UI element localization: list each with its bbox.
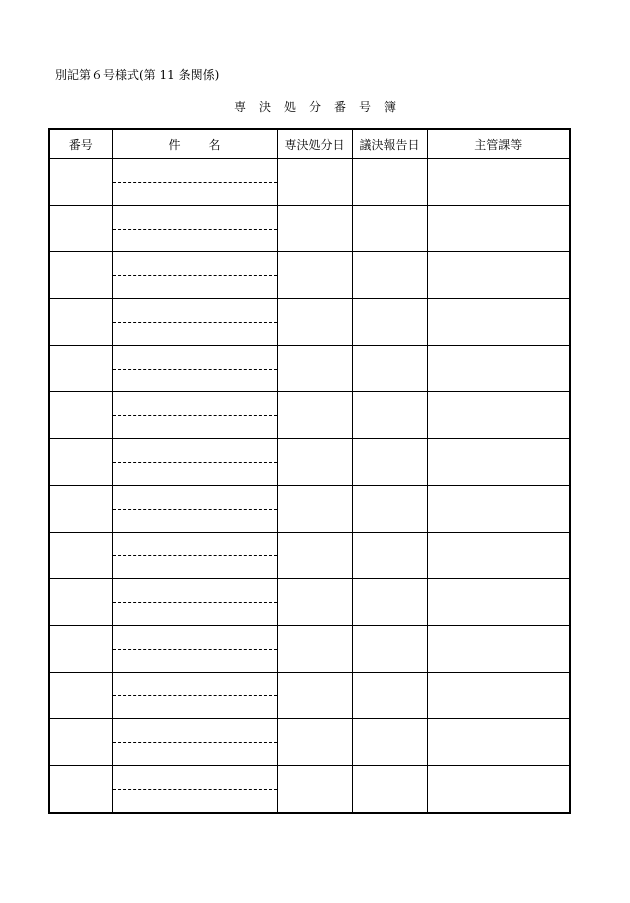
name-cell[interactable] — [112, 252, 277, 299]
name-cell[interactable] — [112, 672, 277, 719]
report-date-cell[interactable] — [352, 299, 427, 346]
department-cell[interactable] — [427, 625, 570, 672]
department-cell[interactable] — [427, 532, 570, 579]
header-department: 主管課等 — [427, 129, 570, 159]
number-cell[interactable] — [49, 345, 112, 392]
department-cell[interactable] — [427, 252, 570, 299]
name-cell-divider — [113, 275, 277, 276]
report-date-cell[interactable] — [352, 532, 427, 579]
table-row — [49, 765, 570, 812]
table-row — [49, 205, 570, 252]
table-row — [49, 625, 570, 672]
name-cell[interactable] — [112, 579, 277, 626]
table-row — [49, 299, 570, 346]
table-row — [49, 439, 570, 486]
disposal-date-cell[interactable] — [277, 532, 352, 579]
number-cell[interactable] — [49, 719, 112, 766]
name-cell[interactable] — [112, 532, 277, 579]
number-cell[interactable] — [49, 765, 112, 812]
name-cell-divider — [113, 462, 277, 463]
disposal-date-cell[interactable] — [277, 579, 352, 626]
register-body — [49, 159, 570, 813]
disposal-date-cell[interactable] — [277, 205, 352, 252]
report-date-cell[interactable] — [352, 579, 427, 626]
header-name-label: 件名 — [168, 137, 249, 152]
number-cell[interactable] — [49, 672, 112, 719]
header-report-date: 議決報告日 — [352, 129, 427, 159]
name-cell-divider — [113, 649, 277, 650]
department-cell[interactable] — [427, 485, 570, 532]
department-cell[interactable] — [427, 159, 570, 206]
header-row — [49, 129, 570, 159]
disposal-date-cell[interactable] — [277, 625, 352, 672]
department-cell[interactable] — [427, 439, 570, 486]
table-row — [49, 252, 570, 299]
report-date-cell[interactable] — [352, 765, 427, 812]
name-cell[interactable] — [112, 345, 277, 392]
table-row — [49, 532, 570, 579]
department-cell[interactable] — [427, 579, 570, 626]
department-cell[interactable] — [427, 765, 570, 812]
report-date-cell[interactable] — [352, 672, 427, 719]
name-cell-divider — [113, 742, 277, 743]
report-date-cell[interactable] — [352, 159, 427, 206]
name-cell[interactable] — [112, 485, 277, 532]
name-cell-divider — [113, 369, 277, 370]
table-row — [49, 485, 570, 532]
table-row — [49, 719, 570, 766]
name-cell-divider — [113, 229, 277, 230]
number-cell[interactable] — [49, 252, 112, 299]
number-cell[interactable] — [49, 485, 112, 532]
report-date-cell[interactable] — [352, 252, 427, 299]
report-date-cell[interactable] — [352, 485, 427, 532]
report-date-cell[interactable] — [352, 392, 427, 439]
number-cell[interactable] — [49, 159, 112, 206]
name-cell[interactable] — [112, 159, 277, 206]
disposal-date-cell[interactable] — [277, 719, 352, 766]
header-number: 番号 — [49, 129, 112, 159]
name-cell-divider — [113, 322, 277, 323]
disposal-date-cell[interactable] — [277, 765, 352, 812]
department-cell[interactable] — [427, 299, 570, 346]
name-cell-divider — [113, 509, 277, 510]
name-cell[interactable] — [112, 392, 277, 439]
name-cell-divider — [113, 415, 277, 416]
number-cell[interactable] — [49, 205, 112, 252]
table-row — [49, 579, 570, 626]
number-cell[interactable] — [49, 625, 112, 672]
report-date-cell[interactable] — [352, 719, 427, 766]
disposal-date-cell[interactable] — [277, 299, 352, 346]
header-disposal-date: 専決処分日 — [277, 129, 352, 159]
number-cell[interactable] — [49, 532, 112, 579]
disposal-date-cell[interactable] — [277, 672, 352, 719]
header-name — [112, 129, 277, 159]
department-cell[interactable] — [427, 345, 570, 392]
name-cell[interactable] — [112, 205, 277, 252]
name-cell[interactable] — [112, 625, 277, 672]
name-cell[interactable] — [112, 439, 277, 486]
report-date-cell[interactable] — [352, 345, 427, 392]
name-cell-divider — [113, 789, 277, 790]
department-cell[interactable] — [427, 672, 570, 719]
department-cell[interactable] — [427, 205, 570, 252]
name-cell[interactable] — [112, 299, 277, 346]
report-date-cell[interactable] — [352, 205, 427, 252]
report-date-cell[interactable] — [352, 439, 427, 486]
name-cell-divider — [113, 182, 277, 183]
department-cell[interactable] — [427, 719, 570, 766]
disposal-date-cell[interactable] — [277, 485, 352, 532]
number-cell[interactable] — [49, 579, 112, 626]
disposal-date-cell[interactable] — [277, 252, 352, 299]
disposal-date-cell[interactable] — [277, 345, 352, 392]
number-cell[interactable] — [49, 392, 112, 439]
name-cell[interactable] — [112, 719, 277, 766]
form-title: 専決処分番号簿 — [233, 100, 409, 114]
table-row — [49, 672, 570, 719]
table-row — [49, 159, 570, 206]
register-table — [48, 128, 571, 814]
name-cell[interactable] — [112, 765, 277, 812]
name-cell-divider — [113, 602, 277, 603]
disposal-date-cell[interactable] — [277, 392, 352, 439]
number-cell[interactable] — [49, 439, 112, 486]
table-row — [49, 345, 570, 392]
name-cell-divider — [113, 695, 277, 696]
department-cell[interactable] — [427, 392, 570, 439]
disposal-date-cell[interactable] — [277, 159, 352, 206]
disposal-date-cell[interactable] — [277, 439, 352, 486]
name-cell-divider — [113, 555, 277, 556]
form-caption: 別記第６号様式(第 11 条関係) — [55, 68, 220, 82]
number-cell[interactable] — [49, 299, 112, 346]
report-date-cell[interactable] — [352, 625, 427, 672]
table-row — [49, 392, 570, 439]
